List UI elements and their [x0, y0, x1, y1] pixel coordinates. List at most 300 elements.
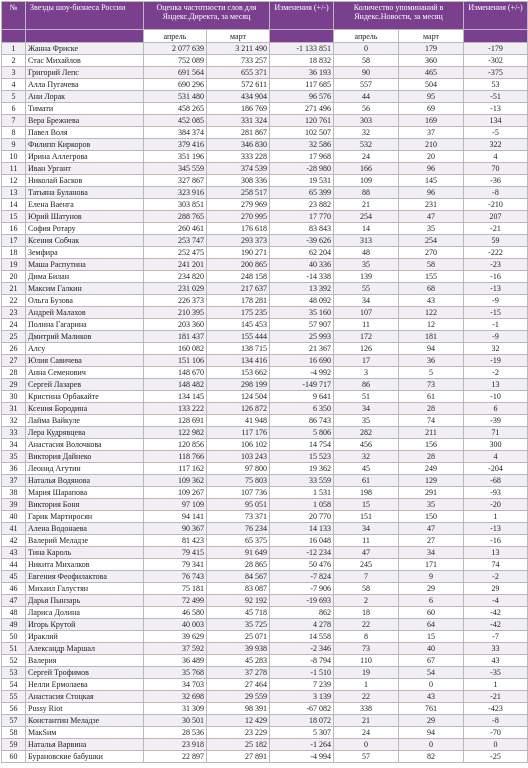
cell-name: Тимати: [26, 103, 144, 115]
table-row: [2, 511, 528, 523]
header-news-change: Изменения (+/-): [464, 2, 528, 30]
cell-freq-april: 28 536: [144, 727, 207, 739]
cell-news-change: -13: [464, 103, 528, 115]
cell-news-change: -15: [464, 307, 528, 319]
table-row: [2, 79, 528, 91]
header-news: Количество упоминаний в Яндекс.Новости, за месяц: [334, 2, 464, 30]
cell-news-change: 6: [464, 403, 528, 415]
cell-freq-april: 288 765: [144, 211, 207, 223]
cell-freq-april: 118 766: [144, 451, 207, 463]
cell-news-april: 51: [334, 391, 399, 403]
cell-name: Анна Семенович: [26, 367, 144, 379]
cell-num: 19: [2, 259, 26, 271]
cell-news-change: -23: [464, 259, 528, 271]
cell-freq-april: 351 196: [144, 151, 207, 163]
cell-news-march: 20: [399, 151, 464, 163]
cell-news-april: 61: [334, 475, 399, 487]
table-row: [2, 703, 528, 715]
header-row: [2, 2, 528, 30]
cell-freq-change: -1 133 851: [270, 43, 334, 55]
cell-news-april: 313: [334, 235, 399, 247]
cell-news-march: 210: [399, 139, 464, 151]
cell-freq-change: 48 092: [270, 295, 334, 307]
cell-freq-change: 20 770: [270, 511, 334, 523]
cell-news-march: 169: [399, 115, 464, 127]
cell-news-march: 231: [399, 199, 464, 211]
cell-freq-march: 92 192: [207, 595, 270, 607]
cell-freq-april: 128 691: [144, 415, 207, 427]
cell-news-april: 11: [334, 319, 399, 331]
cell-name: Лариса Долина: [26, 607, 144, 619]
table-row: [2, 355, 528, 367]
cell-news-april: 3: [334, 367, 399, 379]
cell-num: 22: [2, 295, 26, 307]
table-row: [2, 667, 528, 679]
cell-name: Татьяна Буланова: [26, 187, 144, 199]
cell-name: Юрий Шатунов: [26, 211, 144, 223]
table-body: [2, 43, 528, 763]
cell-freq-change: -1 264: [270, 739, 334, 751]
cell-news-change: 207: [464, 211, 528, 223]
cell-freq-change: -8 794: [270, 655, 334, 667]
table-row: [2, 559, 528, 571]
cell-news-april: 34: [334, 403, 399, 415]
cell-freq-april: 36 489: [144, 655, 207, 667]
cell-name: Анастасия Стоцкая: [26, 691, 144, 703]
cell-news-march: 74: [399, 415, 464, 427]
table-row: [2, 655, 528, 667]
cell-news-march: 360: [399, 55, 464, 67]
table-row: [2, 607, 528, 619]
subheader-blank: [464, 30, 528, 43]
cell-news-april: 151: [334, 511, 399, 523]
cell-news-march: 61: [399, 391, 464, 403]
cell-news-march: 761: [399, 703, 464, 715]
cell-news-april: 18: [334, 607, 399, 619]
cell-freq-march: 176 618: [207, 223, 270, 235]
cell-freq-change: -14 338: [270, 271, 334, 283]
cell-freq-march: 25 182: [207, 739, 270, 751]
cell-freq-change: -2 346: [270, 643, 334, 655]
cell-freq-change: -7 824: [270, 571, 334, 583]
cell-num: 32: [2, 415, 26, 427]
cell-freq-april: 34 703: [144, 679, 207, 691]
cell-name: Филипп Киркоров: [26, 139, 144, 151]
cell-news-march: 69: [399, 103, 464, 115]
table-row: [2, 127, 528, 139]
cell-news-change: 0: [464, 739, 528, 751]
cell-news-march: 9: [399, 571, 464, 583]
cell-news-change: -51: [464, 91, 528, 103]
cell-news-march: 64: [399, 619, 464, 631]
cell-freq-march: 27 464: [207, 679, 270, 691]
cell-news-april: 8: [334, 631, 399, 643]
cell-news-april: 15: [334, 499, 399, 511]
cell-name: Маша Распутина: [26, 259, 144, 271]
cell-freq-march: 28 865: [207, 559, 270, 571]
cell-news-april: 58: [334, 55, 399, 67]
cell-freq-change: 18 832: [270, 55, 334, 67]
cell-news-april: 57: [334, 751, 399, 763]
cell-freq-change: 14 754: [270, 439, 334, 451]
cell-freq-march: 138 715: [207, 343, 270, 355]
cell-freq-change: -19 693: [270, 595, 334, 607]
table-row: [2, 319, 528, 331]
cell-num: 42: [2, 535, 26, 547]
cell-name: Николай Басков: [26, 175, 144, 187]
cell-num: 2: [2, 55, 26, 67]
cell-news-march: 34: [399, 547, 464, 559]
cell-freq-march: 248 158: [207, 271, 270, 283]
cell-freq-april: 379 416: [144, 139, 207, 151]
cell-freq-change: 9 641: [270, 391, 334, 403]
cell-name: Ирина Аллегрова: [26, 151, 144, 163]
cell-news-march: 95: [399, 91, 464, 103]
cell-name: Наталья Варвина: [26, 739, 144, 751]
cell-num: 44: [2, 559, 26, 571]
cell-news-april: 532: [334, 139, 399, 151]
cell-num: 55: [2, 691, 26, 703]
cell-news-change: -10: [464, 391, 528, 403]
cell-name: Мария Шарапова: [26, 487, 144, 499]
cell-freq-change: 862: [270, 607, 334, 619]
cell-news-april: 110: [334, 655, 399, 667]
cell-name: Евгения Феофилактова: [26, 571, 144, 583]
cell-freq-march: 27 891: [207, 751, 270, 763]
cell-freq-march: 281 867: [207, 127, 270, 139]
cell-name: Леонид Агутин: [26, 463, 144, 475]
table-row: [2, 415, 528, 427]
cell-news-march: 82: [399, 751, 464, 763]
cell-news-march: 47: [399, 523, 464, 535]
cell-freq-march: 293 373: [207, 235, 270, 247]
cell-freq-april: 23 918: [144, 739, 207, 751]
cell-news-march: 40: [399, 643, 464, 655]
cell-freq-march: 41 948: [207, 415, 270, 427]
cell-freq-march: 107 736: [207, 487, 270, 499]
cell-num: 46: [2, 583, 26, 595]
table-row: [2, 499, 528, 511]
cell-freq-change: 4 278: [270, 619, 334, 631]
cell-freq-april: 303 851: [144, 199, 207, 211]
subheader-blank: [270, 30, 334, 43]
table-row: [2, 391, 528, 403]
cell-freq-april: 452 085: [144, 115, 207, 127]
cell-freq-april: 691 564: [144, 67, 207, 79]
cell-news-change: -19: [464, 355, 528, 367]
cell-num: 58: [2, 727, 26, 739]
cell-freq-april: 35 768: [144, 667, 207, 679]
cell-freq-change: 3 139: [270, 691, 334, 703]
cell-num: 12: [2, 175, 26, 187]
cell-freq-march: 175 235: [207, 307, 270, 319]
cell-num: 57: [2, 715, 26, 727]
cell-freq-april: 81 423: [144, 535, 207, 547]
cell-name: Ольга Бузова: [26, 295, 144, 307]
cell-num: 36: [2, 463, 26, 475]
cell-news-change: -70: [464, 727, 528, 739]
cell-news-change: -204: [464, 463, 528, 475]
subheader-blank: [2, 30, 26, 43]
cell-freq-march: 258 517: [207, 187, 270, 199]
cell-news-april: 14: [334, 223, 399, 235]
cell-freq-change: 13 392: [270, 283, 334, 295]
cell-news-change: -375: [464, 67, 528, 79]
table-row: [2, 247, 528, 259]
cell-num: 28: [2, 367, 26, 379]
cell-news-change: -42: [464, 607, 528, 619]
cell-freq-change: 35 160: [270, 307, 334, 319]
cell-freq-april: 327 867: [144, 175, 207, 187]
table-row: [2, 379, 528, 391]
cell-news-march: 36: [399, 355, 464, 367]
cell-freq-april: 31 309: [144, 703, 207, 715]
cell-news-march: 96: [399, 187, 464, 199]
cell-news-march: 5: [399, 367, 464, 379]
cell-freq-march: 97 800: [207, 463, 270, 475]
table-row: [2, 187, 528, 199]
cell-num: 25: [2, 331, 26, 343]
table-row: [2, 331, 528, 343]
cell-name: Алсу: [26, 343, 144, 355]
cell-freq-change: 18 072: [270, 715, 334, 727]
cell-news-change: -7: [464, 631, 528, 643]
cell-freq-march: 346 830: [207, 139, 270, 151]
cell-freq-march: 73 371: [207, 511, 270, 523]
cell-news-change: 32: [464, 343, 528, 355]
cell-num: 8: [2, 127, 26, 139]
cell-freq-change: -149 717: [270, 379, 334, 391]
cell-news-april: 55: [334, 283, 399, 295]
cell-news-march: 29: [399, 715, 464, 727]
cell-news-april: 245: [334, 559, 399, 571]
subheader-april: апрель: [334, 30, 399, 43]
cell-freq-march: 45 718: [207, 607, 270, 619]
table-row: [2, 619, 528, 631]
cell-news-april: 0: [334, 739, 399, 751]
cell-freq-april: 75 181: [144, 583, 207, 595]
table-row: [2, 631, 528, 643]
cell-freq-april: 2 077 639: [144, 43, 207, 55]
cell-news-april: 34: [334, 523, 399, 535]
cell-news-change: -222: [464, 247, 528, 259]
cell-num: 41: [2, 523, 26, 535]
cell-freq-april: 531 480: [144, 91, 207, 103]
table-row: [2, 595, 528, 607]
cell-news-march: 291: [399, 487, 464, 499]
cell-news-april: 32: [334, 127, 399, 139]
cell-news-april: 107: [334, 307, 399, 319]
cell-news-change: 53: [464, 79, 528, 91]
table-row: [2, 199, 528, 211]
cell-freq-change: 271 496: [270, 103, 334, 115]
cell-news-april: 86: [334, 379, 399, 391]
table-row: [2, 523, 528, 535]
cell-freq-change: 25 993: [270, 331, 334, 343]
cell-name: Андрей Малахов: [26, 307, 144, 319]
cell-news-april: 2: [334, 595, 399, 607]
cell-freq-change: 5 806: [270, 427, 334, 439]
cell-freq-march: 374 539: [207, 163, 270, 175]
cell-news-april: 24: [334, 727, 399, 739]
cell-news-change: -13: [464, 523, 528, 535]
cell-name: Наталья Водянова: [26, 475, 144, 487]
cell-freq-march: 12 429: [207, 715, 270, 727]
cell-news-april: 48: [334, 247, 399, 259]
cell-freq-april: 384 374: [144, 127, 207, 139]
cell-news-march: 68: [399, 283, 464, 295]
table-row: [2, 715, 528, 727]
cell-num: 59: [2, 739, 26, 751]
cell-news-change: -5: [464, 127, 528, 139]
cell-news-april: 166: [334, 163, 399, 175]
cell-news-march: 67: [399, 655, 464, 667]
cell-name: Михаил Галустян: [26, 583, 144, 595]
cell-name: Игорь Крутой: [26, 619, 144, 631]
cell-news-april: 22: [334, 619, 399, 631]
cell-num: 39: [2, 499, 26, 511]
cell-news-change: -210: [464, 199, 528, 211]
cell-news-march: 0: [399, 679, 464, 691]
cell-num: 14: [2, 199, 26, 211]
cell-num: 37: [2, 475, 26, 487]
header-freq-change: Изменения (+/-): [270, 2, 334, 30]
cell-freq-april: 260 461: [144, 223, 207, 235]
cell-news-change: -36: [464, 175, 528, 187]
cell-news-april: 7: [334, 571, 399, 583]
table-row: [2, 91, 528, 103]
cell-news-march: 211: [399, 427, 464, 439]
cell-news-april: 0: [334, 43, 399, 55]
cell-name: Елена Ваенга: [26, 199, 144, 211]
cell-name: Дима Билан: [26, 271, 144, 283]
cell-news-change: -35: [464, 667, 528, 679]
cell-num: 35: [2, 451, 26, 463]
cell-freq-change: 14 133: [270, 523, 334, 535]
cell-num: 17: [2, 235, 26, 247]
cell-freq-april: 148 670: [144, 367, 207, 379]
cell-news-change: -16: [464, 535, 528, 547]
cell-freq-march: 91 649: [207, 547, 270, 559]
cell-freq-march: 106 102: [207, 439, 270, 451]
cell-freq-change: -39 626: [270, 235, 334, 247]
cell-freq-april: 90 367: [144, 523, 207, 535]
cell-freq-march: 331 324: [207, 115, 270, 127]
cell-freq-change: 86 743: [270, 415, 334, 427]
cell-freq-april: 203 360: [144, 319, 207, 331]
cell-freq-march: 29 559: [207, 691, 270, 703]
cell-num: 33: [2, 427, 26, 439]
table-row: [2, 175, 528, 187]
cell-news-change: 71: [464, 427, 528, 439]
cell-news-change: -42: [464, 619, 528, 631]
cell-freq-march: 655 371: [207, 67, 270, 79]
table-row: [2, 451, 528, 463]
cell-num: 31: [2, 403, 26, 415]
cell-news-april: 456: [334, 439, 399, 451]
cell-news-change: -13: [464, 283, 528, 295]
cell-name: Нелли Ермолаева: [26, 679, 144, 691]
subheader-row: [2, 30, 528, 43]
cell-freq-april: 30 501: [144, 715, 207, 727]
table-row: [2, 487, 528, 499]
cell-news-april: 45: [334, 463, 399, 475]
cell-num: 49: [2, 619, 26, 631]
table-row: [2, 463, 528, 475]
cell-num: 4: [2, 79, 26, 91]
header-name: Звезды шоу-бизнеса России: [26, 2, 144, 30]
cell-news-march: 150: [399, 511, 464, 523]
cell-news-march: 94: [399, 343, 464, 355]
cell-news-change: -179: [464, 43, 528, 55]
cell-freq-change: 83 843: [270, 223, 334, 235]
cell-freq-april: 117 162: [144, 463, 207, 475]
table-row: [2, 439, 528, 451]
cell-freq-april: 241 201: [144, 259, 207, 271]
cell-num: 54: [2, 679, 26, 691]
cell-news-change: 1: [464, 511, 528, 523]
cell-freq-march: 145 453: [207, 319, 270, 331]
cell-news-change: -4: [464, 595, 528, 607]
table-row: [2, 139, 528, 151]
cell-news-april: 282: [334, 427, 399, 439]
cell-freq-april: 133 222: [144, 403, 207, 415]
cell-freq-change: 65 399: [270, 187, 334, 199]
table-row: [2, 211, 528, 223]
cell-freq-march: 37 278: [207, 667, 270, 679]
cell-num: 43: [2, 547, 26, 559]
cell-news-march: 58: [399, 259, 464, 271]
cell-name: Бурановские бабушки: [26, 751, 144, 763]
cell-news-april: 1: [334, 679, 399, 691]
cell-name: Стас Михайлов: [26, 55, 144, 67]
cell-news-april: 44: [334, 91, 399, 103]
cell-freq-march: 35 725: [207, 619, 270, 631]
cell-news-april: 22: [334, 691, 399, 703]
cell-freq-march: 733 257: [207, 55, 270, 67]
cell-news-change: 300: [464, 439, 528, 451]
cell-freq-april: 40 003: [144, 619, 207, 631]
cell-num: 34: [2, 439, 26, 451]
cell-news-april: 303: [334, 115, 399, 127]
cell-freq-change: 57 907: [270, 319, 334, 331]
cell-num: 3: [2, 67, 26, 79]
cell-freq-march: 153 662: [207, 367, 270, 379]
cell-news-change: 13: [464, 547, 528, 559]
cell-num: 21: [2, 283, 26, 295]
cell-freq-april: 231 029: [144, 283, 207, 295]
cell-news-march: 171: [399, 559, 464, 571]
cell-name: София Ротару: [26, 223, 144, 235]
cell-freq-march: 25 071: [207, 631, 270, 643]
subheader-march: март: [207, 30, 270, 43]
cell-news-april: 34: [334, 295, 399, 307]
cell-news-march: 179: [399, 43, 464, 55]
table-row: [2, 295, 528, 307]
cell-freq-change: -1 510: [270, 667, 334, 679]
cell-freq-change: 1 531: [270, 487, 334, 499]
cell-freq-april: 160 082: [144, 343, 207, 355]
cell-news-change: 13: [464, 379, 528, 391]
cell-news-march: 94: [399, 727, 464, 739]
cell-num: 56: [2, 703, 26, 715]
cell-freq-april: 323 916: [144, 187, 207, 199]
cell-freq-march: 98 391: [207, 703, 270, 715]
cell-num: 27: [2, 355, 26, 367]
cell-news-april: 35: [334, 259, 399, 271]
cell-name: Дмитрий Маликов: [26, 331, 144, 343]
cell-freq-march: 572 611: [207, 79, 270, 91]
